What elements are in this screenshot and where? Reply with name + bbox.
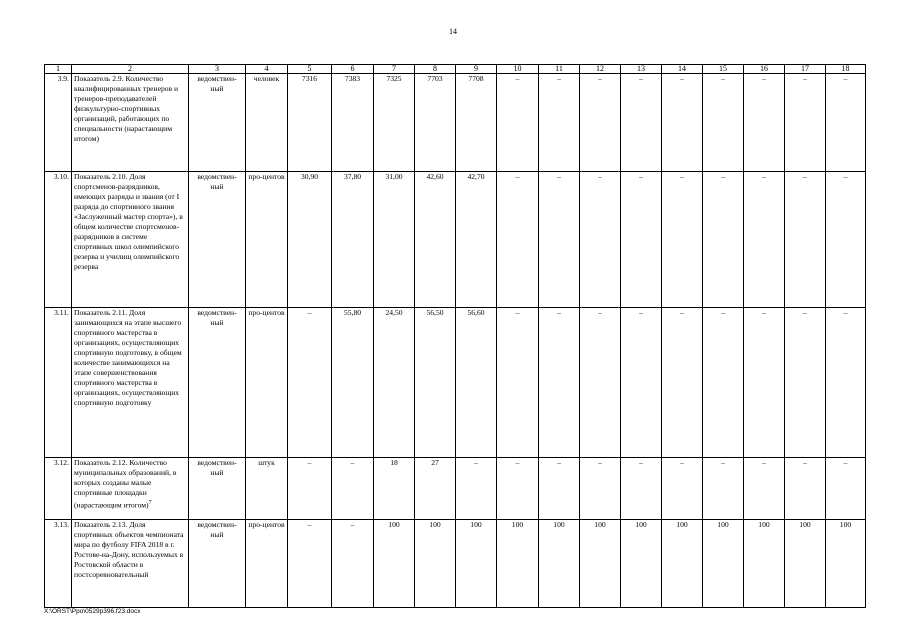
- value-cell: –: [621, 172, 662, 308]
- table-row: [45, 172, 866, 308]
- value-cell: 42,60: [415, 172, 456, 308]
- indicator-type: ведомствен-ный: [189, 458, 246, 520]
- column-number-header: 13: [621, 65, 662, 74]
- value-cell: 27: [415, 458, 456, 520]
- column-number-header: 1: [45, 65, 72, 74]
- value-cell: –: [332, 458, 374, 520]
- table-row: [45, 458, 866, 520]
- value-cell: –: [744, 172, 785, 308]
- value-cell: –: [826, 308, 866, 458]
- value-cell: –: [662, 74, 703, 172]
- value-cell: –: [497, 308, 539, 458]
- value-cell: –: [662, 308, 703, 458]
- column-number-header: 18: [826, 65, 866, 74]
- value-cell: 100: [662, 520, 703, 608]
- value-cell: –: [580, 172, 621, 308]
- value-cell: 100: [744, 520, 785, 608]
- value-cell: –: [662, 458, 703, 520]
- value-cell: 7383: [332, 74, 374, 172]
- value-cell: –: [703, 74, 744, 172]
- column-number-header: 11: [539, 65, 580, 74]
- value-cell: 100: [497, 520, 539, 608]
- value-cell: –: [288, 520, 332, 608]
- value-cell: 42,70: [456, 172, 497, 308]
- value-cell: –: [621, 458, 662, 520]
- value-cell: –: [826, 74, 866, 172]
- value-cell: –: [580, 458, 621, 520]
- row-number: 3.9.: [45, 74, 72, 172]
- indicator-name: [72, 172, 189, 308]
- value-cell: –: [580, 74, 621, 172]
- value-cell: 7316: [288, 74, 332, 172]
- value-cell: 100: [374, 520, 415, 608]
- value-cell: –: [456, 458, 497, 520]
- value-cell: 100: [539, 520, 580, 608]
- column-number-header: 4: [246, 65, 288, 74]
- value-cell: –: [332, 520, 374, 608]
- column-number-header: 10: [497, 65, 539, 74]
- column-number-header: 14: [662, 65, 703, 74]
- value-cell: 37,80: [332, 172, 374, 308]
- column-number-header: 12: [580, 65, 621, 74]
- value-cell: 56,60: [456, 308, 497, 458]
- unit-of-measure: человек: [246, 74, 288, 172]
- value-cell: –: [744, 74, 785, 172]
- column-number-header: 9: [456, 65, 497, 74]
- value-cell: –: [785, 172, 826, 308]
- value-cell: –: [621, 74, 662, 172]
- column-number-header: 7: [374, 65, 415, 74]
- column-number-header: 2: [72, 65, 189, 74]
- column-number-header: 3: [189, 65, 246, 74]
- row-number: 3.11.: [45, 308, 72, 458]
- unit-of-measure: про-центов: [246, 308, 288, 458]
- file-path: X:\ORST\Ppo\0529p396.f23.docx: [44, 608, 141, 615]
- value-cell: 7325: [374, 74, 415, 172]
- indicator-name: [72, 74, 189, 172]
- header-row: [45, 65, 866, 74]
- value-cell: 55,80: [332, 308, 374, 458]
- table-row: [45, 74, 866, 172]
- value-cell: 100: [621, 520, 662, 608]
- value-cell: 100: [703, 520, 744, 608]
- indicator-name: [72, 308, 189, 458]
- column-number-header: 15: [703, 65, 744, 74]
- value-cell: –: [497, 172, 539, 308]
- value-cell: 100: [826, 520, 866, 608]
- unit-of-measure: про-центов: [246, 172, 288, 308]
- indicator-name-text: Показатель 2.11. Доля занимающихся на этапе высшего спортивного мастерства в организациях, осуществляющих спортивную подготовку, в общем количестве занимающихся на этапе совершенствования спортивного мастерства в организациях, осуществляющих спортивную подготовку: [74, 308, 182, 407]
- value-cell: –: [744, 458, 785, 520]
- value-cell: –: [621, 308, 662, 458]
- value-cell: –: [288, 458, 332, 520]
- indicator-type: ведомствен-ный: [189, 74, 246, 172]
- column-number-header: 5: [288, 65, 332, 74]
- value-cell: 100: [415, 520, 456, 608]
- indicator-name: [72, 520, 189, 608]
- column-number-header: 6: [332, 65, 374, 74]
- value-cell: –: [703, 172, 744, 308]
- table-row: [45, 520, 866, 608]
- value-cell: 7703: [415, 74, 456, 172]
- row-number: 3.12.: [45, 458, 72, 520]
- value-cell: –: [288, 308, 332, 458]
- unit-of-measure: про-центов: [246, 520, 288, 608]
- indicator-name-text: Показатель 2.10. Доля спортсменов-разрядников, имеющих разряды и звания (от I разряда до спортивного звания «Заслуженный мастер спорта»), в общем количестве спортсменов-разрядников в системе спортивных школ олимпийского резерва и училищ олимпийского резерва: [74, 172, 183, 271]
- column-number-header: 17: [785, 65, 826, 74]
- indicator-name: [72, 458, 189, 520]
- table-row: [45, 308, 866, 458]
- value-cell: –: [497, 458, 539, 520]
- value-cell: –: [826, 172, 866, 308]
- value-cell: –: [744, 308, 785, 458]
- indicator-name-text: Показатель 2.12. Количество муниципальных образований, в которых созданы малые спортивные площадки (нарастающим итогом): [74, 458, 177, 510]
- value-cell: –: [703, 308, 744, 458]
- value-cell: 100: [785, 520, 826, 608]
- value-cell: –: [785, 308, 826, 458]
- value-cell: –: [539, 74, 580, 172]
- page-number: 14: [449, 27, 457, 36]
- value-cell: –: [826, 458, 866, 520]
- value-cell: 56,50: [415, 308, 456, 458]
- value-cell: –: [662, 172, 703, 308]
- indicator-type: ведомствен-ный: [189, 172, 246, 308]
- row-number: 3.10.: [45, 172, 72, 308]
- value-cell: 7708: [456, 74, 497, 172]
- indicators-table: [44, 64, 866, 608]
- indicator-type: ведомствен-ный: [189, 520, 246, 608]
- indicator-type: ведомствен-ный: [189, 308, 246, 458]
- column-number-header: 16: [744, 65, 785, 74]
- value-cell: –: [497, 74, 539, 172]
- indicator-name-text: Показатель 2.13. Доля спортивных объектов чемпионата мира по футболу FIFA 2018 в г. Ростове-на-Дону, используемых в Ростовской области в постсоревновательный: [74, 520, 184, 579]
- value-cell: –: [785, 74, 826, 172]
- value-cell: 24,50: [374, 308, 415, 458]
- column-number-header: 8: [415, 65, 456, 74]
- indicator-name-text: Показатель 2.9. Количество квалифицированных тренеров и тренеров-преподавателей физкультурно-спортивных организаций, работающих по специальности (нарастающим итогом): [74, 74, 179, 143]
- value-cell: –: [703, 458, 744, 520]
- row-number: 3.13.: [45, 520, 72, 608]
- value-cell: 31,00: [374, 172, 415, 308]
- unit-of-measure: штук: [246, 458, 288, 520]
- footnote-marker: 7: [148, 500, 152, 506]
- value-cell: 18: [374, 458, 415, 520]
- value-cell: 100: [456, 520, 497, 608]
- value-cell: –: [539, 308, 580, 458]
- value-cell: –: [539, 172, 580, 308]
- value-cell: –: [785, 458, 826, 520]
- value-cell: –: [539, 458, 580, 520]
- value-cell: –: [580, 308, 621, 458]
- value-cell: 30,90: [288, 172, 332, 308]
- value-cell: 100: [580, 520, 621, 608]
